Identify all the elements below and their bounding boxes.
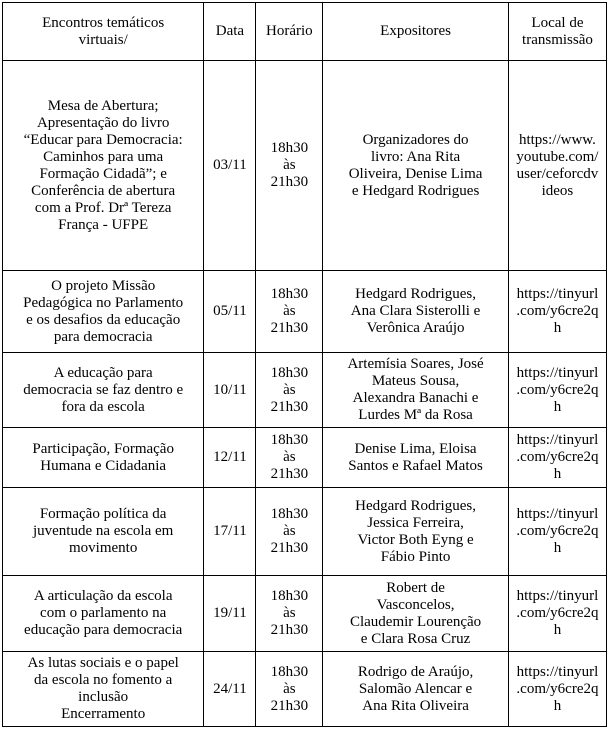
header-date: Data xyxy=(204,3,256,61)
header-speakers: Expositores xyxy=(323,3,509,61)
table-row xyxy=(3,271,607,353)
date-cell: 03/11 xyxy=(204,61,256,271)
header-row xyxy=(3,3,607,61)
date-cell: 19/11 xyxy=(204,576,256,652)
header-time: Horário xyxy=(256,3,323,61)
topic-cell: O projeto Missão Pedagógica no Parlamento e os desafios da educação para democracia xyxy=(3,271,204,353)
time-cell: 18h30 às 21h30 xyxy=(256,652,323,727)
location-link[interactable]: https://tinyurl .com/y6cre2q h xyxy=(508,652,606,727)
time-cell: 18h30 às 21h30 xyxy=(256,61,323,271)
topic-cell: A articulação da escola com o parlamento na educação para democracia xyxy=(3,576,204,652)
table-row xyxy=(3,576,607,652)
date-cell: 10/11 xyxy=(204,353,256,428)
time-cell: 18h30 às 21h30 xyxy=(256,488,323,576)
location-link[interactable]: https://tinyurl .com/y6cre2q h xyxy=(508,428,606,488)
time-cell: 18h30 às 21h30 xyxy=(256,353,323,428)
table-row xyxy=(3,488,607,576)
schedule-table xyxy=(2,2,607,727)
speakers-cell: Denise Lima, Eloisa Santos e Rafael Matos xyxy=(323,428,509,488)
time-cell: 18h30 às 21h30 xyxy=(256,271,323,353)
date-cell: 05/11 xyxy=(204,271,256,353)
location-link[interactable]: https://www. youtube.com/ user/ceforcdv ideos xyxy=(508,61,606,271)
time-cell: 18h30 às 21h30 xyxy=(256,576,323,652)
topic-cell: Formação política da juventude na escola em movimento xyxy=(3,488,204,576)
location-link[interactable]: https://tinyurl .com/y6cre2q h xyxy=(508,271,606,353)
date-cell: 12/11 xyxy=(204,428,256,488)
table-row xyxy=(3,353,607,428)
table-row xyxy=(3,652,607,727)
speakers-cell: Artemísia Soares, José Mateus Sousa, Alexandra Banachi e Lurdes Mª da Rosa xyxy=(323,353,509,428)
time-cell: 18h30 às 21h30 xyxy=(256,428,323,488)
speakers-cell: Hedgard Rodrigues, Ana Clara Sisterolli e Verônica Araújo xyxy=(323,271,509,353)
header-location: Local de transmissão xyxy=(508,3,606,61)
topic-cell: As lutas sociais e o papel da escola no fomento a inclusão Encerramento xyxy=(3,652,204,727)
speakers-cell: Organizadores do livro: Ana Rita Oliveira, Denise Lima e Hedgard Rodrigues xyxy=(323,61,509,271)
speakers-cell: Robert de Vasconcelos, Claudemir Lourenção e Clara Rosa Cruz xyxy=(323,576,509,652)
location-link[interactable]: https://tinyurl .com/y6cre2q h xyxy=(508,576,606,652)
topic-cell: A educação para democracia se faz dentro e fora da escola xyxy=(3,353,204,428)
date-cell: 17/11 xyxy=(204,488,256,576)
date-cell: 24/11 xyxy=(204,652,256,727)
header-topic: Encontros temáticos virtuais/ xyxy=(3,3,204,61)
speakers-cell: Hedgard Rodrigues, Jessica Ferreira, Victor Both Eyng e Fábio Pinto xyxy=(323,488,509,576)
table-row xyxy=(3,428,607,488)
table-header xyxy=(3,3,607,61)
location-link[interactable]: https://tinyurl .com/y6cre2q h xyxy=(508,353,606,428)
topic-cell: Participação, Formação Humana e Cidadania xyxy=(3,428,204,488)
table-row xyxy=(3,61,607,271)
location-link[interactable]: https://tinyurl .com/y6cre2q h xyxy=(508,488,606,576)
speakers-cell: Rodrigo de Araújo, Salomão Alencar e Ana Rita Oliveira xyxy=(323,652,509,727)
topic-cell: Mesa de Abertura; Apresentação do livro “Educar para Democracia: Caminhos para uma Formação Cidadã”; e Conferência de abertura com a Prof. Drª Tereza França - UFPE xyxy=(3,61,204,271)
